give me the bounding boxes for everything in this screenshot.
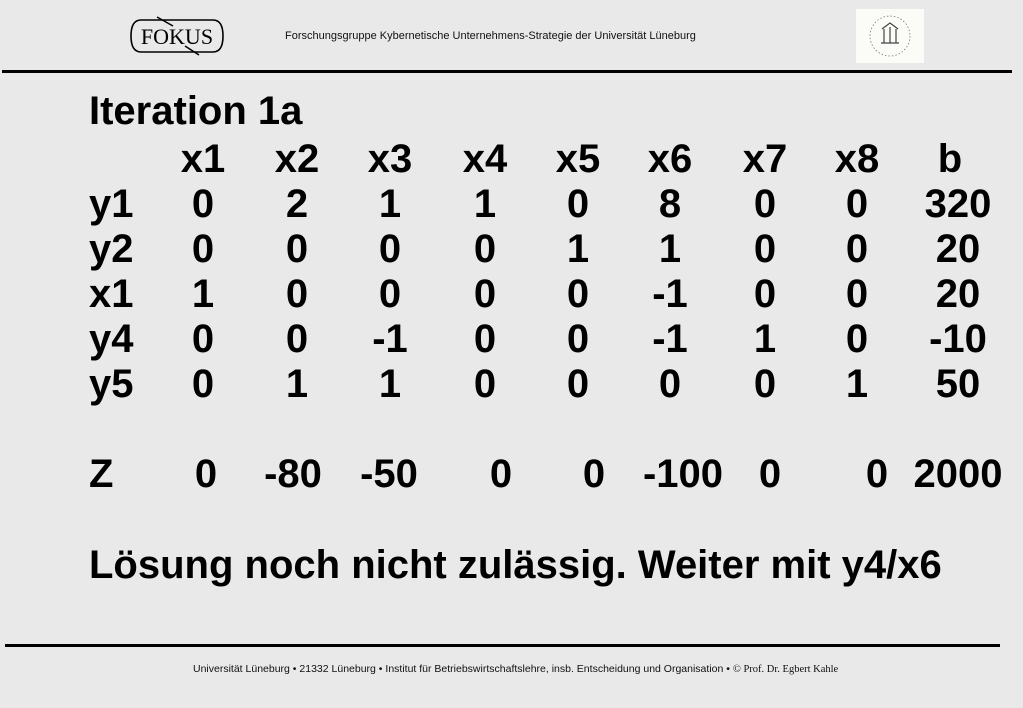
tableau-cell: 0 bbox=[378, 272, 402, 316]
tableau-cell: 0 bbox=[658, 362, 682, 406]
tableau-cell: 0 bbox=[845, 317, 869, 361]
tableau-cell: 1 bbox=[658, 227, 682, 271]
university-seal-icon bbox=[856, 9, 924, 63]
row-label-y1: y1 bbox=[89, 182, 134, 226]
tableau-cell: 0 bbox=[378, 227, 402, 271]
tableau-cell: 0 bbox=[191, 182, 215, 226]
tableau-cell: 1 bbox=[473, 182, 497, 226]
slide-header bbox=[0, 0, 1023, 72]
tableau-cell: 0 bbox=[566, 362, 590, 406]
tableau-cell: 1 bbox=[378, 362, 402, 406]
header-divider bbox=[2, 70, 1012, 73]
tableau-cell: 0 bbox=[285, 227, 309, 271]
tableau-cell: 0 bbox=[285, 317, 309, 361]
tableau-cell: 0 bbox=[753, 182, 777, 226]
footer-divider bbox=[5, 644, 1000, 647]
footer-text: Universität Lüneburg • 21332 Lüneburg • Institut für Betriebswirtschaftslehre, insb. Entscheidung und Organisation • bbox=[193, 663, 730, 675]
tableau-cell: -10 bbox=[929, 317, 987, 361]
tableau-cell: 0 bbox=[566, 317, 590, 361]
z-cell: 0 bbox=[582, 452, 606, 496]
column-header-x8: x8 bbox=[834, 137, 880, 181]
tableau-cell: 0 bbox=[753, 227, 777, 271]
column-header-x7: x7 bbox=[742, 137, 788, 181]
column-header-x4: x4 bbox=[462, 137, 508, 181]
footer bbox=[193, 663, 838, 675]
fokus-logo bbox=[127, 16, 227, 56]
tableau-cell: 0 bbox=[285, 272, 309, 316]
tableau-cell: 8 bbox=[658, 182, 682, 226]
z-cell: 0 bbox=[489, 452, 513, 496]
tableau-cell: 0 bbox=[191, 362, 215, 406]
row-label-y2: y2 bbox=[89, 227, 134, 271]
tableau-cell: 320 bbox=[924, 182, 992, 226]
row-label-y4: y4 bbox=[89, 317, 134, 361]
tableau-cell: 0 bbox=[473, 227, 497, 271]
tableau-cell: 20 bbox=[935, 272, 981, 316]
footer-copyright: © Prof. Dr. Egbert Kahle bbox=[732, 664, 839, 675]
tableau-cell: 0 bbox=[753, 362, 777, 406]
column-header-x3: x3 bbox=[367, 137, 413, 181]
z-cell: -100 bbox=[642, 452, 724, 496]
tableau-cell: 0 bbox=[845, 272, 869, 316]
tableau-cell: 0 bbox=[473, 362, 497, 406]
tableau-cell: -1 bbox=[372, 317, 408, 361]
tableau-cell: 2 bbox=[285, 182, 309, 226]
page-title: Iteration 1a bbox=[89, 89, 303, 133]
tableau-cell: 20 bbox=[935, 227, 981, 271]
tableau-cell: 0 bbox=[473, 317, 497, 361]
fokus-logo-text: FOKUS bbox=[140, 24, 214, 49]
column-header-x2: x2 bbox=[274, 137, 320, 181]
tableau-cell: 1 bbox=[285, 362, 309, 406]
status-text: Lösung noch nicht zulässig. Weiter mit y4/x6 bbox=[89, 543, 942, 587]
tableau-cell: 0 bbox=[566, 272, 590, 316]
tableau-cell: -1 bbox=[652, 272, 688, 316]
tableau-cell: 0 bbox=[191, 227, 215, 271]
tableau-cell: 0 bbox=[845, 227, 869, 271]
row-label-x1: x1 bbox=[89, 272, 134, 316]
tableau-cell: -1 bbox=[652, 317, 688, 361]
tableau-cell: 1 bbox=[191, 272, 215, 316]
tableau-cell: 0 bbox=[753, 272, 777, 316]
z-cell: -50 bbox=[360, 452, 418, 496]
tableau-cell: 1 bbox=[566, 227, 590, 271]
column-header-x1: x1 bbox=[180, 137, 226, 181]
z-cell: 0 bbox=[865, 452, 889, 496]
z-cell: -80 bbox=[264, 452, 322, 496]
column-header-x6: x6 bbox=[647, 137, 693, 181]
tableau-cell: 1 bbox=[845, 362, 869, 406]
row-label-y5: y5 bbox=[89, 362, 134, 406]
column-header-x5: x5 bbox=[555, 137, 601, 181]
tableau-cell: 0 bbox=[191, 317, 215, 361]
tableau-cell: 0 bbox=[473, 272, 497, 316]
column-header-b: b bbox=[937, 137, 963, 181]
z-cell: 2000 bbox=[913, 452, 1003, 496]
tableau-cell: 50 bbox=[935, 362, 981, 406]
header-title: Forschungsgruppe Kybernetische Unternehmens-Strategie der Universität Lüneburg bbox=[285, 30, 696, 42]
tableau-cell: 1 bbox=[753, 317, 777, 361]
z-cell: 0 bbox=[758, 452, 782, 496]
row-label-z: Z bbox=[89, 452, 114, 496]
tableau-cell: 0 bbox=[845, 182, 869, 226]
z-cell: 0 bbox=[194, 452, 218, 496]
tableau-cell: 0 bbox=[566, 182, 590, 226]
tableau-cell: 1 bbox=[378, 182, 402, 226]
